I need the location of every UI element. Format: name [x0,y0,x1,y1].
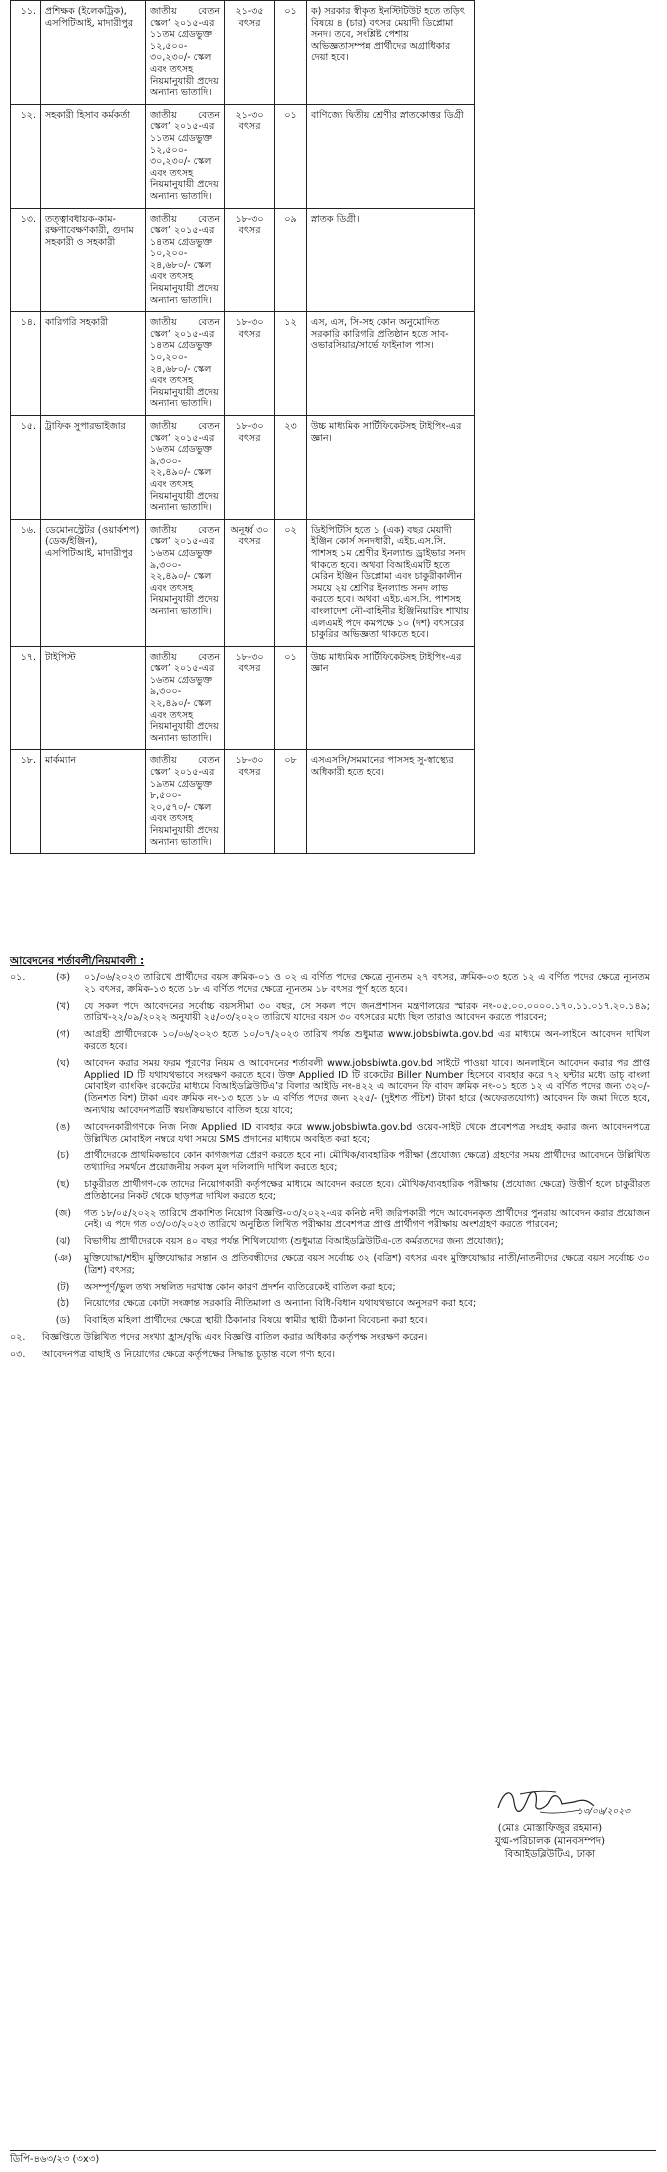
post-name-cell: কারিগরি সহকারী [41,312,146,416]
condition-number [10,1058,42,1117]
condition-text: চাকুরীরত প্রার্থীগণ-কে তাদের নিয়োগকারী কর্তৃপক্ষের মাধ্যমে আবেদন করতে হবে। মৌখিক/ব্যবহারিক পরীক্ষায় (প্রযোজ্য ক্ষেত্রে) উত্তীর্ণ হলে চাকুরীরত প্রতিষ্ঠানের নিকট থেকে ছাড়পত্র দাখিল করতে হবে; [84,1178,650,1202]
pay-scale-cell [146,208,225,312]
post-count-cell: ০১ [275,646,307,750]
pay-scale-line: ৯,৩০০- [150,455,182,467]
pay-scale-line: এবং তৎসহ [150,478,194,490]
pay-scale-line: ৩০,২৩০/- স্কেল [150,52,212,64]
condition-item [10,1122,656,1146]
pay-scale-line: ৯,৩০০- [150,686,182,698]
pay-scale-line: এবং তৎসহ [150,271,194,283]
pay-scale-cell [146,750,225,854]
signature-date: ১৩/০৬/২০২৩ [577,1807,630,1817]
pay-scale-cell [146,416,225,520]
post-count-cell: ১২ [275,312,307,416]
signatory-name: (মোঃ মোস্তাফিজুর রহমান) [497,1823,603,1834]
age-limit-cell: ১৮-৩০ বৎসর [225,208,275,312]
pay-scale-cell [146,646,225,750]
pay-scale-line: জাতীয় বেতন স্কেল’ ২০১৫-এর [150,6,220,29]
pay-scale-line: ১১তম গ্রেডভুক্ত [150,132,213,144]
condition-text: বিভাগীয় প্রার্থীদেরকে বয়স ৪০ বছর পর্যন্ত শিথিলযোগ্য (শুধুমাত্র বিআইডব্লিউটিএ-তে কর্মরতদের জন্য প্রযোজ্য); [84,1236,504,1248]
condition-item [10,1208,656,1232]
condition-letter: (ঝ) [55,1236,71,1248]
condition-text: গত ১৮/০৫/২০২২ তারিখে প্রকাশিত নিয়োগ বিজ্ঞপ্তি-০৩/২০২২-এর কনিষ্ঠ নদী জরিপকারী পদে আবেদনকৃত প্রার্থীদের পুনরায় আবেদন করার প্রয়োজন নেই। এ পদে গত ০৩/০৩/২০২৩ তারিখে অনুষ্ঠিত লিখিত পরীক্ষায় প্রবেশপত্র প্রাপ্ত প্রার্থীগণ পরীক্ষায় অংশগ্রহণ করতে পারবেন; [84,1207,650,1231]
condition-item [10,1298,656,1310]
signatory-office: বিআইডব্লিউটিএ, ঢাকা [504,1849,596,1860]
pay-scale-line: ২০,৫৭০/- স্কেল [150,801,212,813]
post-name-cell: ডেমোনস্ট্রেটর (ওয়ার্কশপ) (ডেক/ইঞ্জিন), এসপিটিআই, মাদারীপুর [41,519,146,646]
pay-scale-cell [146,104,225,208]
condition-letter: (খ) [56,1000,70,1012]
job-table [10,0,475,854]
pay-scale-line: ১৬তম গ্রেডভুক্ত [150,444,213,456]
condition-number: ০১. [10,972,26,983]
table-row [11,208,475,312]
condition-item [10,1150,656,1174]
table-row [11,416,475,520]
pay-scale-cell [146,1,225,105]
post-name-cell: টাইপিস্ট [41,646,146,750]
pay-scale-line: জাতীয় বেতন স্কেল’ ২০১৫-এর [150,109,220,133]
table-row [11,519,475,646]
pay-scale-line: অন্যান্য ভাতাদি। [150,294,212,306]
condition-item [10,1349,656,1361]
condition-text: আগ্রহী প্রার্থীদেরকে ১০/০৬/২০২৩ হতে ১০/০৭/২০২৩ তারিখ পর্যন্ত শুধুমাত্র www.jobsbiwta.gov.bd এর মাধ্যমে অন-লাইনে আবেদন দাখিল করতে হবে। [84,1029,650,1052]
pay-scale-line: ১৬তম গ্রেডভুক্ত [150,674,213,686]
pay-scale-line: এবং তৎসহ [150,167,194,179]
age-limit-cell: ১৮-৩০ বৎসর [225,646,275,750]
pay-scale-line: অন্যান্য ভাতাদি। [150,502,212,514]
pay-scale-line: ৮,৫০০- [150,790,182,802]
post-count-cell: ০২ [275,519,307,646]
pay-scale-line: নিয়মানুযায়ী প্রদেয় [150,179,219,191]
condition-text: প্রার্থীদেরকে প্রাথমিকভাবে কোন কাগজপত্র প্রেরণ করতে হবে না। মৌখিক/ব্যবহারিক পরীক্ষা (প্রযোজ্য ক্ষেত্রে) গ্রহণের সময় প্রার্থীদের আবেদনে উল্লিখিত তথ্যাদির সমর্থনে প্রয়োজনীয় সকল মূল দলিলাদি দাখিল করতে হবে; [84,1150,650,1174]
condition-letter: (ঠ) [56,1298,70,1310]
serial-cell: ১৮. [11,750,41,854]
condition-number [10,1029,42,1053]
signatory-designation: যুগ্ম-পরিচালক (মানবসম্পদ) [495,1836,605,1847]
condition-item [10,1282,656,1294]
condition-letter: (ঞ) [54,1252,72,1264]
pay-scale-line: ১০,২০০- [150,248,188,260]
condition-letter: (ঙ) [55,1121,71,1133]
pay-scale-line: অন্যান্য ভাতাদি। [150,605,212,617]
pay-scale-line: নিয়মানুযায়ী প্রদেয় [150,721,219,733]
table-row [11,750,475,854]
conditions-heading [10,955,144,967]
condition-letter: (ক) [55,972,71,983]
condition-letter: (জ) [55,1207,71,1219]
document-page [10,0,656,2172]
signature-mark [450,1780,650,1822]
age-limit-cell: ২১-৩৫ বৎসর [225,1,275,105]
pay-scale-line: ২২,৪৯০/- স্কেল [150,467,212,479]
serial-cell: ১৬. [11,519,41,646]
pay-scale-line: এবং তৎসহ [150,63,194,75]
post-name-cell: মার্কম্যান [41,750,146,854]
serial-cell: ১৫. [11,416,41,520]
pay-scale-line: ২৪,৬৮০/- স্কেল [150,363,212,375]
condition-text: নিয়োগের ক্ষেত্রে কোটা সংক্রান্ত সরকারি নীতিমালা ও অন্যান্য বিধি-বিধান যথাযথভাবে অনুসরণ করা হবে; [84,1298,477,1310]
condition-item [10,1253,656,1277]
pay-scale-line: ২২,৪৯০/- স্কেল [150,571,212,583]
condition-text: বিজ্ঞপ্তিতে উল্লিখিত পদের সংখ্যা হ্রাস/বৃদ্ধি এবং বিজ্ঞপ্তি বাতিল করার অধিকার কর্তৃপক্ষ সংরক্ষণ করেন। [42,1331,428,1343]
pay-scale-line: অন্যান্য ভাতাদি। [150,87,212,99]
condition-item [10,1332,656,1344]
condition-text: আবেদন করার সময় ফরম পূরণের নিয়ম ও আবেদনের শর্তাবলী www.jobsbiwta.gov.bd সাইটে পাওয়া যাবে। অনলাইনে আবেদন করার পর প্রাপ্ত Applied ID টি যথাযথভাবে সংরক্ষণ করতে হবে। উক্ত Applied ID টি রকেটের Biller Number হিসেবে ব্যবহার করে ৭২ ঘন্টার মধ্যে ডাচ্‌ বাংলা মোবাইল ব্যাংকিং রকেটের মাধ্যমে বিআইডব্লিউটিএ’র বিলার আইডি নং-৪২২ এ আবেদন ফি বাবদ ক্রমিক নং-০১ হতে ১২ এ বর্ণিত পদের জন্য ৩২০/- (তিনশত বিশ) টাকা এবং ক্রমিক নং-১৩ হতে ১৮ এ বর্ণিত পদের জন্য ২২৫/- (দুইশত পঁচিশ) টাকা হারে (অফেরতযোগ্য) আবেদন ফি জমা দিতে হবে, অন্যথায় আবেদনপত্রটি স্বয়ংক্রিয়ভাবে বাতিল হয়ে যাবে; [84,1057,650,1116]
age-limit-cell: ১৮-৩০ বৎসর [225,416,275,520]
condition-item [10,1029,656,1053]
post-name-cell: সহকারী হিসাব কর্মকর্তা [41,104,146,208]
condition-number [10,1150,42,1174]
pay-scale-line: এবং তৎসহ [150,375,194,387]
pay-scale-cell [146,519,225,646]
pay-scale-line: ২২,৪৯০/- স্কেল [150,698,212,710]
table-row [11,1,475,105]
condition-letter: (ঘ) [56,1057,70,1069]
pay-scale-line: অন্যান্য ভাতাদি। [150,190,212,202]
pay-scale-line: ১০,২০০- [150,352,188,364]
serial-cell: ১৪. [11,312,41,416]
pay-scale-line: অন্যান্য ভাতাদি। [150,836,212,848]
condition-item [10,972,656,996]
pay-scale-line: অন্যান্য ভাতাদি। [150,732,212,744]
pay-scale-line: জাতীয় বেতন স্কেল’ ২০১৫-এর [150,421,220,444]
qualification-cell: ক) সরকার স্বীকৃত ইনস্টিটিউট হতে তড়িৎ বিষয়ে ৪ (চার) বৎসর মেয়াদী ডিপ্লোমা সনদ। তবে, সংশ্লিষ্ট পেশায় অভিজ্ঞতাসম্পন্ন প্রার্থীদের অগ্রাধিকার দেয়া হবে। [307,1,475,105]
condition-number [10,1122,42,1146]
post-name-cell: তত্ত্বাবধায়ক-কাম-রক্ষণাবেক্ষণকারী, গুদাম সহকারী ও সহকারী [41,208,146,312]
age-limit-cell: ১৮-৩০ বৎসর [225,312,275,416]
serial-cell: ১২. [11,104,41,208]
post-name-cell: ট্রাফিক সুপারভাইজার [41,416,146,520]
condition-letter: (ছ) [56,1178,70,1190]
pay-scale-line: নিয়মানুযায়ী প্রদেয় [150,490,219,502]
pay-scale-line: অন্যান্য ভাতাদি। [150,398,212,410]
condition-letter: (ড) [55,1315,71,1327]
qualification-cell: উচ্চ মাধ্যমিক সার্টিফিকেটসহ টাইপিং-এর জ্ঞান [307,646,475,750]
pay-scale-line: ২৪,৬৮০/- স্কেল [150,259,212,271]
age-limit-cell: ২১-৩০ বৎসর [225,104,275,208]
post-count-cell: ০৯ [275,208,307,312]
condition-number: ০৩. [10,1348,26,1360]
qualification-cell: এস, এস, সি-সহ কোন অনুমোদিত সরকারি কারিগরি প্রতিষ্ঠান হতে সাব-ওভারসিয়ার/সার্ভে ফাইনাল পাস। [307,312,475,416]
table-row [11,646,475,750]
post-count-cell: ০১ [275,104,307,208]
qualification-cell: উচ্চ মাধ্যমিক সার্টিফিকেটসহ টাইপিং-এর জ্ঞান। [307,416,475,520]
condition-number [10,1298,42,1310]
pay-scale-line: নিয়মানুযায়ী প্রদেয় [150,825,219,836]
pay-scale-line: ১৯তম গ্রেডভুক্ত [150,778,213,790]
condition-text: আবেদনপত্র বাছাই ও নিয়োগের ক্ষেত্রে কর্তৃপক্ষের সিদ্ধান্ত চূড়ান্ত বলে গণ্য হবে। [42,1348,335,1360]
post-name-cell: প্রশিক্ষক (ইলেকট্রিক), এসপিটিআই, মাদারীপুর [41,1,146,105]
pay-scale-line: নিয়মানুযায়ী প্রদেয় [150,594,219,606]
condition-number [10,1001,42,1025]
conditions-list [10,972,656,1366]
memo-number: ডিপি-৪৬৩/২৩ (৩x৩) [10,2150,656,2166]
post-count-cell: ২৩ [275,416,307,520]
condition-text: মুক্তিযোদ্ধা/শহীদ মুক্তিযোদ্ধার সন্তান ও প্রতিবন্ধীদের ক্ষেত্রে বয়স সর্বোচ্চ ৩২ (বত্রিশ) বৎসর এবং মুক্তিযোদ্ধার নাতী/নাতনীদের ক্ষেত্রে বয়স সর্বোচ্চ ৩০ (ত্রিশ) বৎসর; [84,1252,650,1276]
condition-item [10,1315,656,1327]
pay-scale-line: ৩০,২৩০/- স্কেল [150,156,212,168]
post-count-cell: ০১ [275,1,307,105]
table-row [11,104,475,208]
qualification-cell: বাণিজ্যে দ্বিতীয় শ্রেণীর স্নাতকোত্তর ডিগ্রী [307,104,475,208]
pay-scale-line: নিয়মানুযায়ী প্রদেয় [150,283,219,295]
serial-cell: ১৭. [11,646,41,750]
condition-text: যে সকল পদে আবেদনের সর্বোচ্চ বয়সসীমা ৩০ বছর, সে সকল পদে জনপ্রশাসন মন্ত্রণালয়ের স্মারক নং-০৫.০০.০০০০.১৭০.১১.০১৭.২০.১৪৯; তারিখ-২২/০৯/২০২২ অনুযায়ী ২৫/০৩/২০২০ তারিখে যাদের বয়স ৩০ বৎসরের মধ্যে ছিল তারাও আবেদন করতে পারবেন; [84,1000,650,1024]
qualification-cell: স্নাতক ডিগ্রী। [307,208,475,312]
conditions-heading-text: আবেদনের শর্তাবলী/নিয়মাবলী : [10,955,145,967]
pay-scale-line: জাতীয় বেতন স্কেল’ ২০১৫-এর [150,755,220,779]
table-row [11,312,475,416]
condition-number [10,1236,42,1248]
job-table-body [11,1,475,854]
pay-scale-line: জাতীয় বেতন স্কেল’ ২০১৫-এর [150,213,220,237]
condition-letter: (চ) [56,1150,70,1162]
pay-scale-line: এবং তৎসহ [150,709,194,721]
age-limit-cell: অনূর্ধ্ব ৩০ বৎসর [225,519,275,646]
pay-scale-line: এবং তৎসহ [150,813,194,825]
pay-scale-line: ১৪তম গ্রেডভুক্ত [150,236,213,248]
pay-scale-line: জাতীয় বেতন স্কেল’ ২০১৫-এর [150,651,220,675]
condition-letter: (ট) [56,1281,70,1293]
signature-block [450,1780,650,1861]
pay-scale-line: ৯,৩০০- [150,559,182,571]
condition-item [10,1058,656,1117]
condition-number [10,1253,42,1277]
pay-scale-line: এবং তৎসহ [150,582,194,594]
condition-number [10,1315,42,1327]
condition-number [10,1179,42,1203]
pay-scale-line: ১১তম গ্রেডভুক্ত [150,29,213,41]
condition-item [10,1236,656,1248]
qualification-cell: এসএসসি/সমমানের পাসসহ সু-স্বাস্থ্যের অধিকারী হতে হবে। [307,750,475,854]
condition-text: ০১/০৬/২০২৩ তারিখে প্রার্থীদের বয়স ক্রমিক-০১ ও ০২ এ বর্ণিত পদের ক্ষেত্রে ন্যূনতম ২৭ বৎসর, ক্রমিক-০৩ হতে ১২ এ বর্ণিত পদের ক্ষেত্রে ন্যূনতম ২১ বৎসর, ক্রমিক-১৩ হতে ১৮ এ বর্ণিত পদের ক্ষেত্রে ন্যূনতম ১৮ বৎসর পূর্ণ হতে হবে। [84,972,650,995]
pay-scale-line: নিয়মানুযায়ী প্রদেয় [150,386,219,398]
condition-letter: (গ) [56,1029,70,1041]
condition-number [10,1282,42,1294]
condition-item [10,1001,656,1025]
condition-item [10,1179,656,1203]
pay-scale-cell [146,312,225,416]
pay-scale-line: ১৪তম গ্রেডভুক্ত [150,340,213,352]
serial-cell: ১৩. [11,208,41,312]
pay-scale-line: জাতীয় বেতন স্কেল’ ২০১৫-এর [150,524,220,548]
condition-text: আবেদনকারীগণকে নিজ নিজ Applied ID ব্যবহার করে www.jobsbiwta.gov.bd ওয়েব-সাইট থেকে প্রবেশপত্র সংগ্রহ করার জন্য আবেদনপত্রে উল্লিখিত মোবাইল নম্বরে যথা সময়ে SMS প্রদানের মাধ্যমে অবহিত করা হবে; [84,1121,650,1145]
pay-scale-line: ১২,৫০০- [150,40,188,52]
pay-scale-line: জাতীয় বেতন স্কেল’ ২০১৫-এর [150,317,220,340]
serial-cell: ১১. [11,1,41,105]
post-count-cell: ০৮ [275,750,307,854]
pay-scale-line: নিয়মানুযায়ী প্রদেয় [150,75,219,87]
pay-scale-line: ১৬তম গ্রেডভুক্ত [150,547,213,559]
condition-number: ০২. [10,1331,26,1343]
condition-text: বিবাহিত মহিলা প্রার্থীদের ক্ষেত্রে স্থায়ী ঠিকানার বিষয়ে স্বামীর স্থায়ী ঠিকানা বিবেচনা করা হবে। [84,1315,428,1327]
condition-number [10,1208,42,1232]
pay-scale-line: ১২,৫০০- [150,144,188,156]
condition-text: অসম্পূর্ণ/ভুল তথ্য সম্বলিত দরখাস্ত কোন কারণ প্রদর্শন ব্যতিরেকেই বাতিল করা হবে; [84,1281,396,1293]
age-limit-cell: ১৮-৩০ বৎসর [225,750,275,854]
qualification-cell: ডিইপিটিসি হতে ১ (এক) বছর মেয়াদী ইঞ্জিন কোর্স সনদধারী, এইচ.এস.সি. পাশসহ ১ম শ্রেণীর ইনল্যান্ড ড্রাইভার সনদ থাকতে হবে। অথবা বিআইএমটি হতে মেরিন ইঞ্জিন ডিপ্লোমা এবং চাকুরীকালীন সময়ে ২য় শ্রেণির ইনল্যান্ড সনদ লাভ করতে হবে। অথবা এইচ.এস.সি. পাশসহ বাংলাদেশ নৌ-বাহিনীর ইঞ্জিনিয়ারিং শাখায় এলএমই পদে কমপক্ষে ১০ (দশ) বৎসরের চাকুরির অভিজ্ঞতা থাকতে হবে। [307,519,475,646]
